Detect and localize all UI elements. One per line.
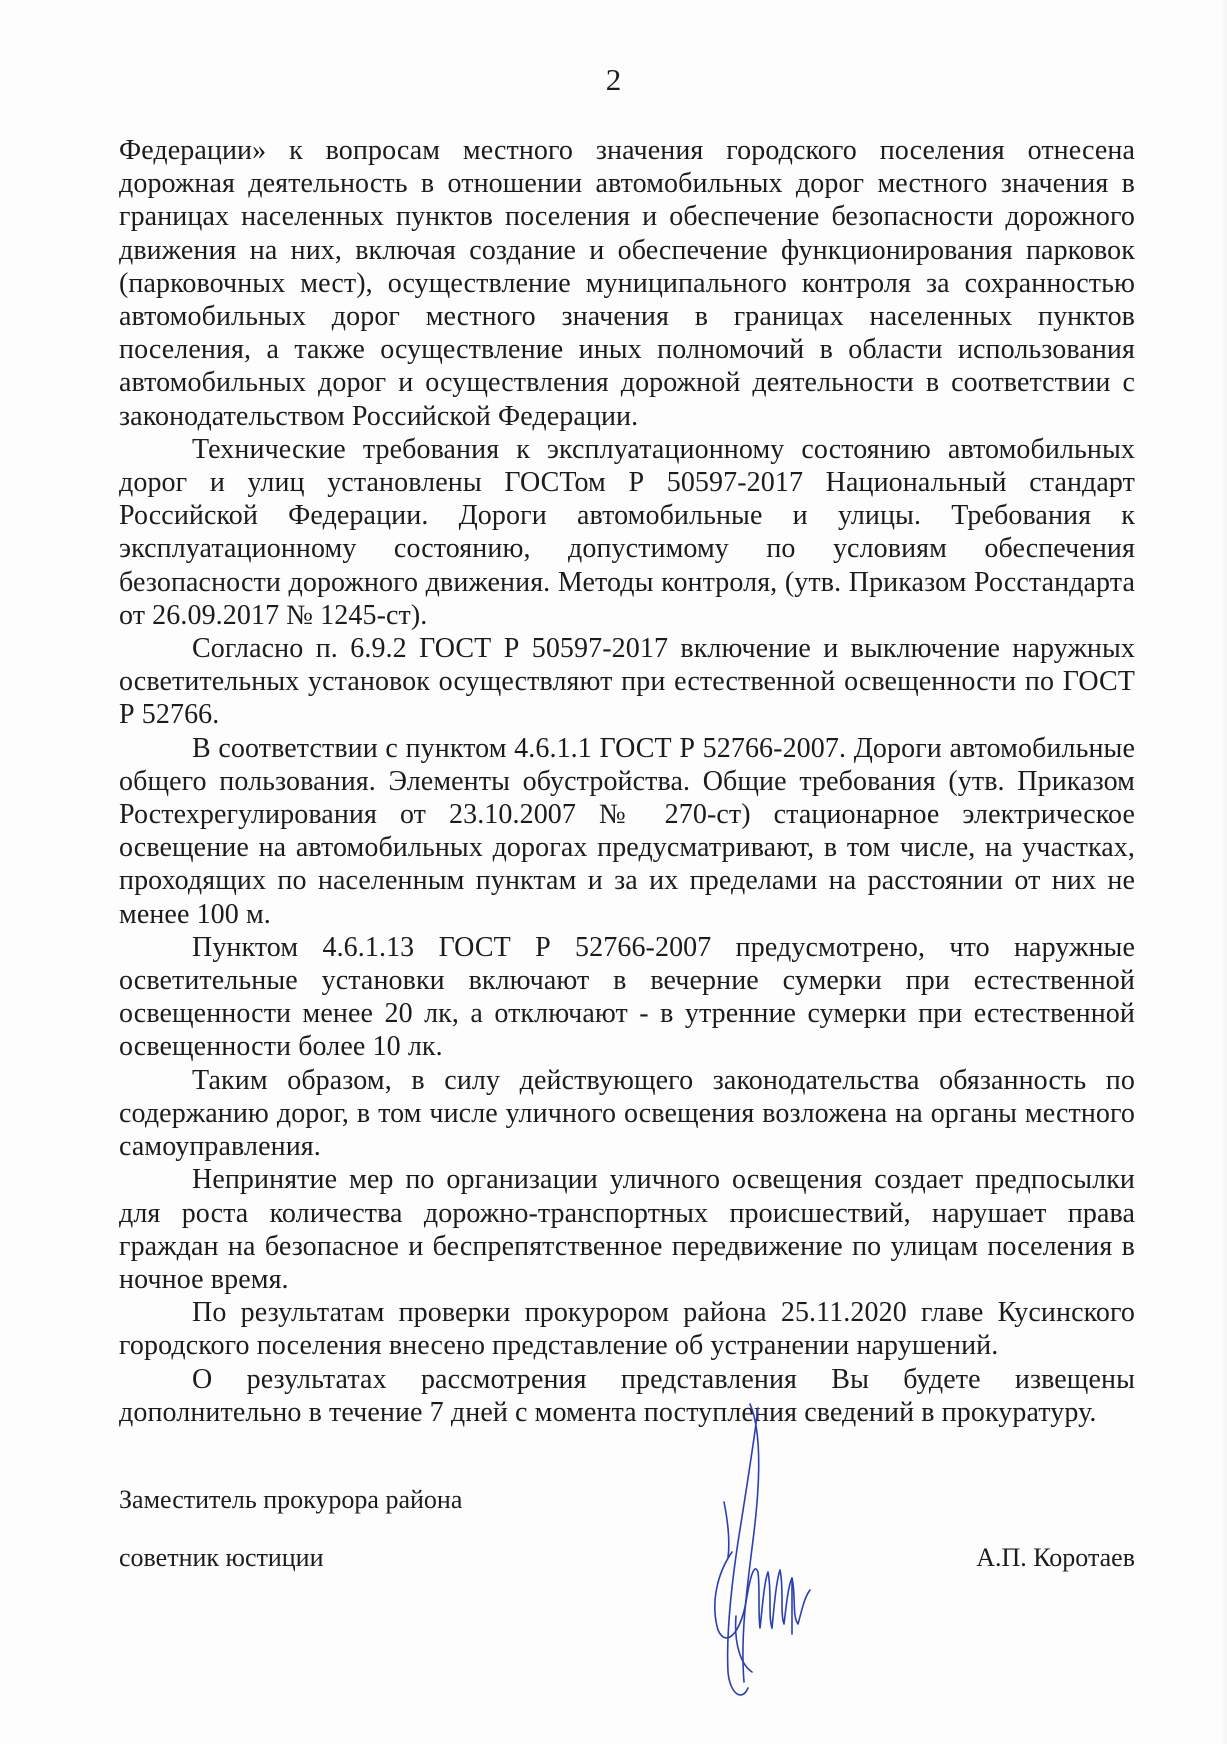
letter-body: [119, 134, 1135, 1429]
paragraph-9: О результатах рассмотрения представления Вы будете извещены дополнительно в течение 7 дней с момента поступления сведений в прокуратуру.: [119, 1363, 1135, 1428]
page-number: 2: [605, 62, 622, 97]
paragraph-7: Непринятие мер по организации уличного освещения создает предпосылки для роста количества дорожно-транспортных происшествий, нарушает права граждан на безопасное и беспрепятственное передвижение по улицам поселения в ночное время.: [119, 1164, 1135, 1295]
signer-rank: советник юстиции: [119, 1543, 324, 1572]
signer-name: А.П. Коротаев: [976, 1543, 1135, 1572]
paragraph-4: В соответствии с пунктом 4.6.1.1 ГОСТ Р 52766-2007. Дороги автомобильные общего пользования. Элементы обустройства. Общие требования (утв. Приказом Ростехрегулирования от 23.10.2007 № 270-ст) стационарное электрическое освещение на автомобильных дорогах предусматривают, в том числе, на участках, проходящих по населенным пунктам и за их пределами на расстоянии от них не менее 100 м.: [119, 732, 1135, 930]
paragraph-6: Таким образом, в силу действующего законодательства обязанность по содержанию дорог, в том числе уличного освещения возложена на органы местного самоуправления.: [119, 1064, 1135, 1163]
paragraph-3: Согласно п. 6.9.2 ГОСТ Р 50597-2017 включение и выключение наружных осветительных установок осуществляют при естественной освещенности по ГОСТ Р 52766.: [119, 633, 1135, 731]
paragraph-5: Пунктом 4.6.1.13 ГОСТ Р 52766-2007 предусмотрено, что наружные осветительные установки включают в вечерние сумерки при естественной освещенности менее 20 лк, а отключают - в утренние сумерки при естественной освещенности более 10 лк.: [119, 931, 1135, 1063]
paragraph-8: По результатам проверки прокурором района 25.11.2020 главе Кусинского городского поселения внесено представление об устранении нарушений.: [119, 1297, 1135, 1362]
page-edge-shadow: [1221, 0, 1227, 1744]
paragraph-1: Федерации» к вопросам местного значения городского поселения отнесена дорожная деятельность в отношении автомобильных дорог местного значения в границах населенных пунктов поселения и обеспечение безопасности дорожного движения на них, включая создание и обеспечение функционирования парковок (парковочных мест), осуществление муниципального контроля за сохранностью автомобильных дорог местного значения в границах населенных пунктов поселения, а также осуществление иных полномочий в области использования автомобильных дорог и осуществления дорожной деятельности в соответствии с законодательством Российской Федерации.: [119, 135, 1135, 432]
signature-block: [119, 1484, 1135, 1684]
handwritten-signature: [688, 1402, 828, 1712]
paragraph-2: Технические требования к эксплуатационному состоянию автомобильных дорог и улиц установлены ГОСТом Р 50597-2017 Национальный стандарт Российской Федерации. Дороги автомобильные и улицы. Требования к эксплуатационному состоянию, допустимому по условиям обеспечения безопасности дорожного движения. Методы контроля, (утв. Приказом Росстандарта от 26.09.2017 № 1245-ст).: [119, 433, 1135, 631]
signer-position: Заместитель прокурора района: [119, 1485, 463, 1514]
